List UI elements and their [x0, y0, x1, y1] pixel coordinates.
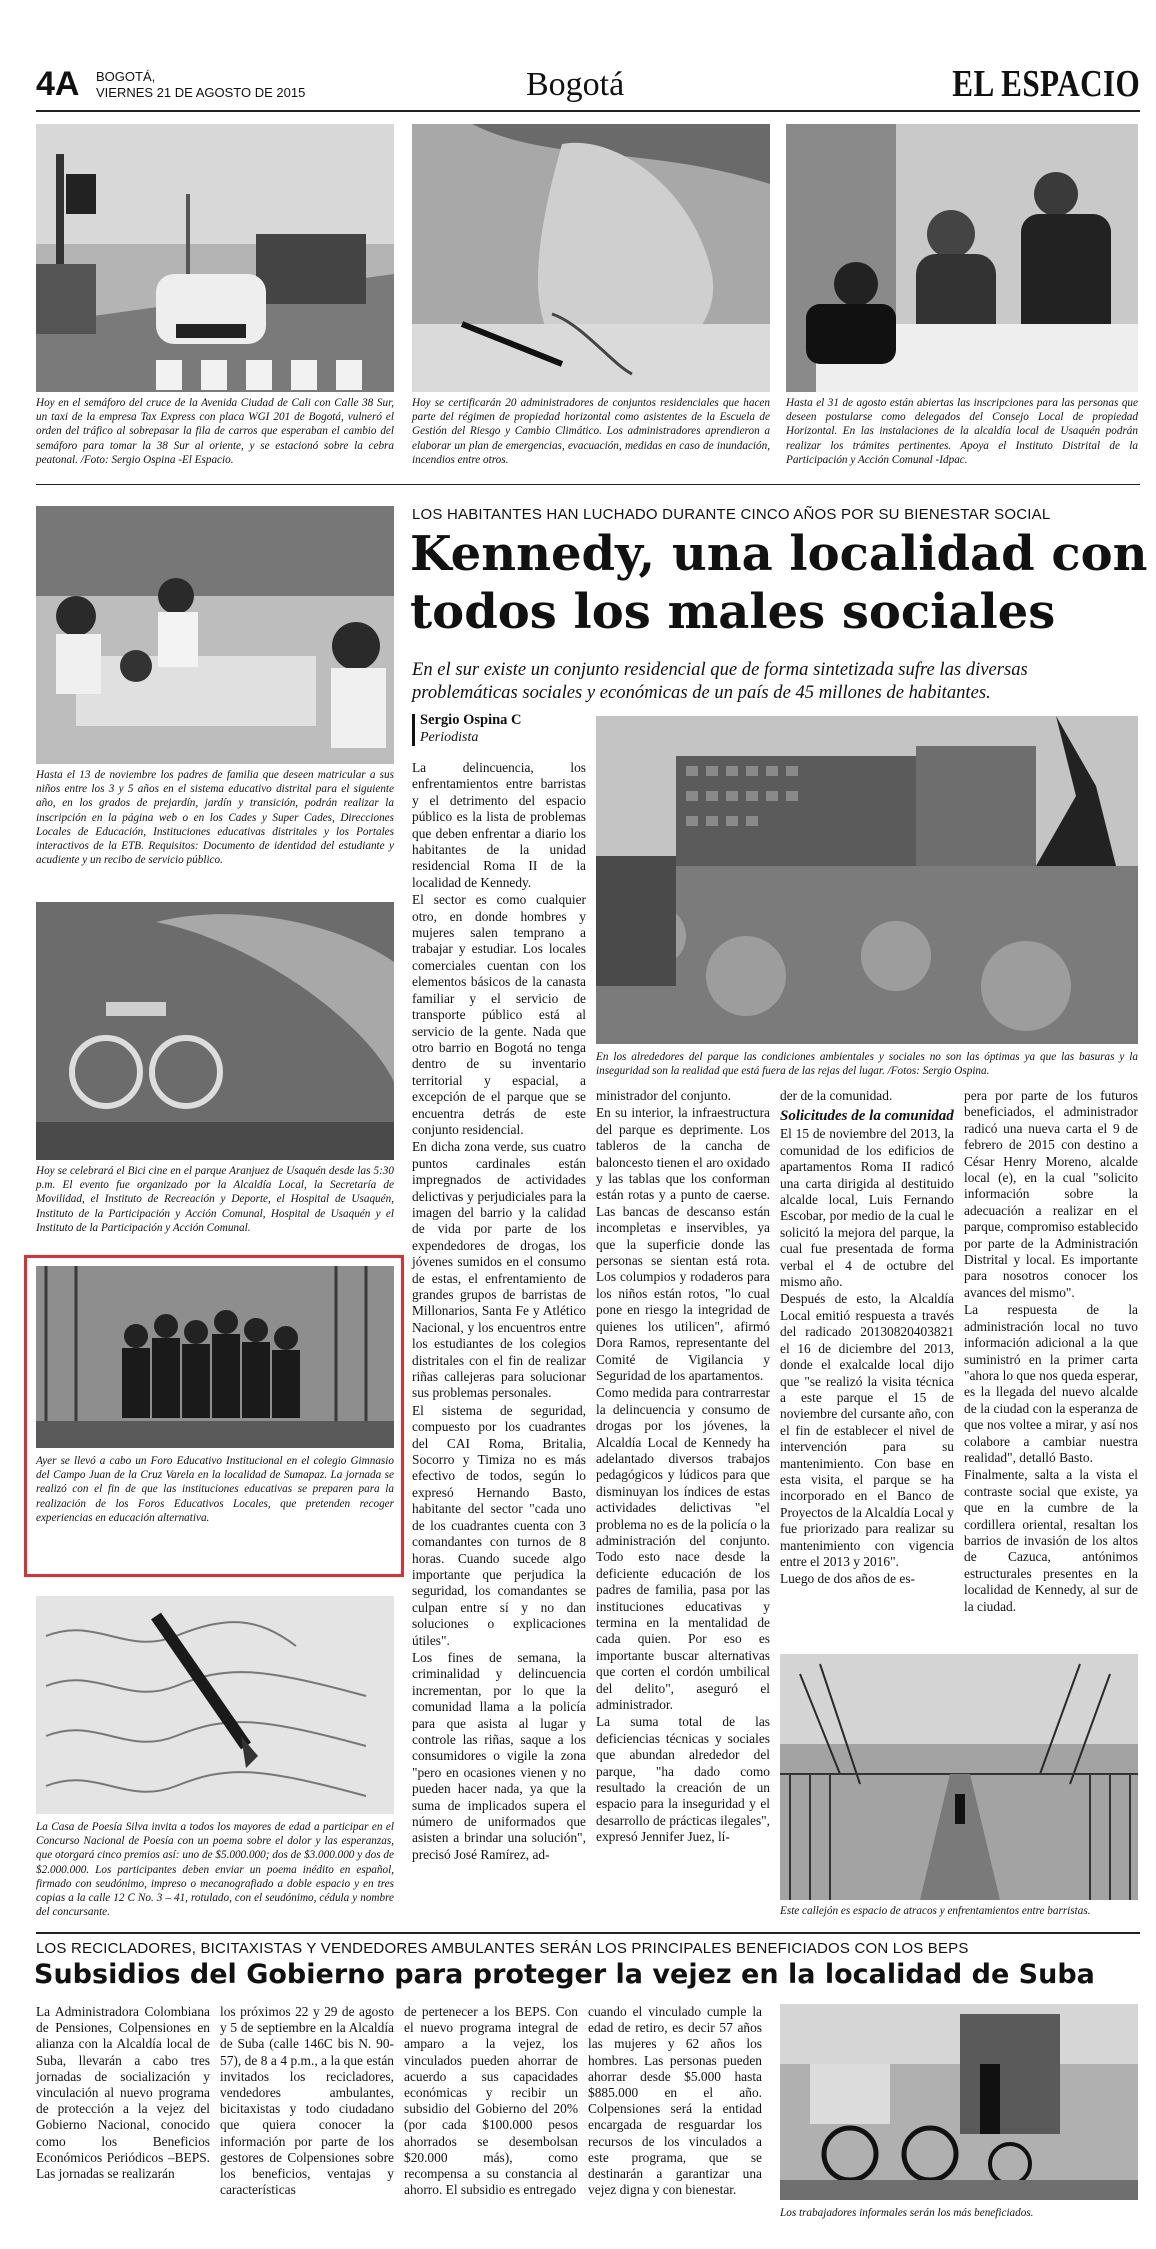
header-date: VIERNES 21 DE AGOSTO DE 2015 [96, 85, 306, 100]
photo-street-taxi [36, 124, 394, 392]
paragraph: der de la comunidad. [780, 1088, 893, 1103]
caption-poetry-contest: La Casa de Poesía Silva invita a todos los mayores de edad a participar en el Concurso Nacional de Poesía con un poema sobre el dolor y las esperanzas, que otorgará cinco premios así: uno de $5.000.000; dos de $3.000.000 y dos de $2.000.000. Los participantes deben enviar un poema inédito en español, firmado con seudónimo, impreso o mecanografiado a doble espacio y en tres copias a la calle 12 C No. 3 – 41, rotulado, con el seudónimo, cédula y nombre del concursante. [36, 1821, 394, 1919]
paragraph: Luego de dos años de es- [780, 1571, 915, 1587]
photo-alley [780, 1654, 1138, 1900]
photo-pen-handwriting [36, 1596, 394, 1814]
main-column-1 [412, 760, 586, 1920]
page-number: 4A [36, 65, 80, 103]
paragraph: Finalmente, salta a la vista el contraste social que existe, ya que en la cumbre de la cordillera oriental, resaltan los barrios de invasión de los altos de Cazuca, antónimos estructurales presentes en la localidad de Kennedy, al sur de la ciudad. [964, 1467, 1138, 1614]
caption-foro-educativo: Ayer se llevó a cabo un Foro Educativo Institucional en el colegio Gimnasio del Campo Juan de la Cruz Varela en la localidad de Sumapaz. La jornada se realizó con el fin de que las instituciones educativas se preparen para la realización de los Foros Educativos Locales, que pretenden recoger experiencias en educación alternativa. [36, 1455, 394, 1524]
paragraph: Los fines de semana, la criminalidad y delincuencia incrementan, por lo que la comunidad llama a la policía para que asista al lugar y controle las riñas, saque a los consumidores o vigile la zona "pero en ocasiones vienen y no pueden hacer nada, ya que la suma de implicados supera el número de uniformados que asisten a brindar una solución", precisó José Ramírez, ad- [412, 1649, 586, 1862]
paragraph: ministrador del conjunto. [596, 1088, 731, 1103]
caption-informal-workers: Los trabajadores informales serán los más beneficiados. [780, 2207, 1034, 2219]
main-column-2 [596, 1088, 770, 1920]
paragraph: los próximos 22 y 29 de agosto y 5 de septiembre en la Alcaldía de Suba (calle 146C bis N. 90-57), de 8 a 4 p.m., a la que están invitados los recicladores, vendedores ambulantes, bicitaxistas y todo ciudadano que quiera conocer la información por parte de los gestores de Colpensiones sobre los beneficios, ventajas y características [220, 2004, 394, 2198]
photo-students-group [36, 1266, 394, 1448]
main-deck: En el sur existe un conjunto residencial que de forma sintetizada sufre las diversas problemáticas sociales y económicas de un país de 45 millones de habitantes. [412, 659, 1028, 703]
page-header [36, 63, 1140, 108]
paragraph: El 15 de noviembre del 2013, la comunidad de los edificios de apartamentos Roma II radicó una carta dirigida al destituido alcalde local, Luis Fernando Escobar, por medio de la cual le solicitó la mejora del parque, la cual fue presentada de forma verbal el 4 de octubre del mismo año. [780, 1126, 954, 1290]
photo-children-classroom [36, 506, 394, 764]
caption-bici-cine: Hoy se celebrará el Bici cine en el parque Aranjuez de Usaquén desde las 5:30 p.m. El evento fue organizado por la Alcaldía Local, la Secretaría de Movilidad, el Instituto de Recreación y Deporte, el Hospital de Usaquén, Instituto de la Participación y Acción Comunal, Hospital de Usaquén y el Instituto de la Participación y Acción Comunal. [36, 1165, 394, 1234]
photo-informal-workers [780, 2004, 1138, 2200]
bottom-kicker: LOS RECICLADORES, BICITAXISTAS Y VENDEDORES AMBULANTES SERÁN LOS PRINCIPALES BENEFICIADOS CON LOS BEPS [36, 1940, 969, 1957]
photo-registration-desk [786, 124, 1138, 392]
paragraph: cuando el vinculado cumple la edad de retiro, es decir 57 años las mujeres y 62 años los hombres. Las personas pueden ahorrar desde $5.000 hasta $885.000 en el año. Colpensiones será la entidad encargada de resguardar los recursos de los vinculados a este programa, que se destinarán a garantizar una vejez digna y con bienestar. [588, 2004, 762, 2198]
header-rule [36, 110, 1140, 112]
bottom-column-3 [404, 2004, 578, 2199]
paragraph: En dicha zona verde, sus cuatro puntos cardinales están impregnados de actividades delictivas y perjudiciales para la imagen del barrio y la calidad de vida por parte de los expendedores de drogas, los jóvenes sumidos en el consumo de estas, el enfrentamiento de grandes grupos de barristas de Millonarios, Santa Fe y Atlético Nacional, y los encuentros entre los estudiantes de los colegios distritales con el fin de realizar riñas callejeras para solucionar sus problemas personales. [412, 1139, 586, 1401]
caption-street-taxi: Hoy en el semáforo del cruce de la Avenida Ciudad de Cali con Calle 38 Sur, un taxi de la empresa Tax Express con placa WGI 201 de Bogotá, vulneró el orden del tráfico al sobrepasar la fila de carros que esperaban el cambio del semáforo para tomar la 38 Sur al oriente, y se estacionó sobre la cebra peatonal. /Foto: Sergio Ospina -El Espacio. [36, 397, 394, 466]
main-column-4 [964, 1088, 1138, 1648]
caption-kennedy-park: En los alrededores del parque las condiciones ambientales y sociales no son las óptimas ya que las basuras y la inseguridad son la realidad que está fuera de las rejas del lugar. /Fotos: Sergio Ospina. [596, 1051, 1138, 1078]
caption-hand-writing: Hoy se certificarán 20 administradores de conjuntos residenciales que hacen parte del régimen de propiedad horizontal como asistentes de la Escuela de Gestión del Riesgo y Cambio Climático. Los administradores aprendieron a elaborar un plan de emergencias, evacuación, medidas en caso de inundación, incendios entre otros. [412, 397, 770, 466]
paragraph: La Administradora Colombiana de Pensiones, Colpensiones en alianza con la Alcaldía local de Suba, llevarán a cabo tres jornadas de socialización y vinculación al nuevo programa de protección a la vejez del Gobierno Nacional, conocido como los Beneficios Económicos Periódicos –BEPS. Las jornadas se realizarán [36, 2004, 210, 2182]
caption-preschool-enrollment: Hasta el 13 de noviembre los padres de familia que deseen matricular a sus niños entre los 3 y 5 años en el sistema educativo distrital para el siguiente año, en los grados de prejardín, jardín y transición, podrán realizar la inscripción en la página web o en los Cades y Super Cades, Direcciones Locales de Educación, Instituciones educativas distritales y los Portales interactivos de la ETB. Requisitos: Documento de identidad del estudiante y acudiente y un recibo de servicio público. [36, 769, 394, 867]
bottom-column-2 [220, 2004, 394, 2199]
section-title: Bogotá [526, 66, 625, 103]
paragraph: La delincuencia, los enfrentamientos entre barristas y el detrimento del espacio público es la lista de problemas que deben enfrentar a diario los habitantes de la unidad residencial Roma II de la localidad de Kennedy. [412, 760, 586, 890]
byline-name: Sergio Ospina C [420, 712, 522, 728]
photo-hand-writing [412, 124, 770, 392]
photo-kennedy-park [596, 716, 1138, 1044]
byline-bar [412, 714, 415, 746]
paragraph: Después de esto, la Alcaldía Local emitió respuesta a través del radicado 20130820403821 el 16 de diciembre del 2013, donde el exalcalde local dijo que "se realizó la visita técnica a este parque el 15 de noviembre del cursante año, con el fin de establecer el nivel de intervención para su mantenimiento. Con base en esta visita, el parque se ha incorporado en el Banco de Proyectos de la Alcaldía Local y fue priorizado para realizar su mantenimiento con vigencia entre el 2013 y 2016". [780, 1291, 954, 1569]
top-section-rule [36, 484, 1140, 485]
caption-alley: Este callejón es espacio de atracos y enfrentamientos entre barristas. [780, 1905, 1091, 1917]
paragraph: En su interior, la infraestructura del parque es deprimente. Los tableros de la cancha de baloncesto tienen el aro oxidado y las tablas que los conforman están rotas y a punto de caerse. Las bancas de descanso están incompletas e inservibles, ya que la superficie donde las personas se sientan está rota. Los columpios y rodaderos para los niños están rotos, "lo cual pone en riesgo la integridad de quienes los utilicen", afirmó Dora Ramos, representante del Comité de Vigilancia y Seguridad de los apartamentos. [596, 1105, 770, 1383]
paragraph: La suma total de las deficiencias técnicas y sociales que abundan alrededor del parque, "ha dado como resultado la creación de un espacio para la inseguridad y el desarrollo de prácticas ilegales", expresó Jennifer Juez, lí- [596, 1714, 770, 1845]
paragraph: pera por parte de los futuros beneficiados, el administrador radicó una nueva carta el 9 de febrero de 2015 con destino a César Henry Moreno, alcalde local (e), en la cual "solicito información sobre la adecuación a realizar en el parque, compromiso establecido por parte de la Administración Distrital y local. Es importante para nosotros conocer los avances del mismo". [964, 1088, 1138, 1300]
paragraph: La respuesta de la administración local no tuvo información adicional a la que suministró en la primer carta "ahora lo que nos queda esperar, es la llegada del nuevo alcalde de la ciudad con la esperanza de que nos voltee a mirar, y así nos colabore a cambiar nuestra realidad", detalló Basto. [964, 1302, 1138, 1465]
main-kicker: LOS HABITANTES HAN LUCHADO DURANTE CINCO AÑOS POR SU BIENESTAR SOCIAL [412, 506, 1051, 523]
caption-registration: Hasta el 31 de agosto están abiertas las inscripciones para las personas que deseen postularse como delegados del Consejo Local de propiedad Horizontal. En las instalaciones de la alcaldía local de Usaquén podrán realizar los trámites pertinentes. Apoya el Instituto Distrital de la Participación y Acción Comunal -Idpac. [786, 397, 1138, 466]
bottom-headline: Subsidios del Gobierno para proteger la vejez en la localidad de Suba [34, 1959, 1095, 1990]
bottom-section-rule [36, 1932, 1140, 1934]
bottom-column-4 [588, 2004, 762, 2199]
header-city: BOGOTÁ, [96, 69, 156, 84]
photo-bici-cine [36, 902, 394, 1160]
paragraph: de pertenecer a los BEPS. Con el nuevo programa integral de amparo a la vejez, los vinculados pueden ahorrar de acuerdo a sus capacidades económicas y recibir un subsidio del Gobierno del 20% (por cada $100.000 pesos ahorrados se desembolsan $20.000 más), como recompensa a su constancia al ahorro. El subsidio es entregado [404, 2004, 578, 2198]
bottom-column-1 [36, 2004, 210, 2183]
paragraph: Como medida para contrarrestar la delincuencia y consumo de drogas por los jóvenes, la Alcaldía Local de Kennedy ha adelantado diversos trabajos pedagógicos y lúdicos para que disminuyan los índices de estas actividades delictivas "el problema no es de la policía o la administración del conjunto. Todo esto nace desde la deficiente educación de los padres de familia, pasa por las instituciones educativas y termina en la mentalidad de cada quien. Por eso es importante buscar alternativas que corten el cordón umbilical del delito", aseguró el administrador. [596, 1385, 770, 1713]
main-headline-line2: todos los males sociales [410, 584, 1056, 640]
main-column-3 [780, 1088, 954, 1648]
byline-role: Periodista [420, 730, 479, 745]
main-headline-line1: Kennedy, una localidad con [410, 526, 1148, 582]
paragraph: El sector es como cualquier otro, en donde hombres y mujeres salen temprano a trabajar y estudiar. Los locales comerciales cuentan con los elementos básicos de la canasta familiar y el servicio de transporte público está al servicio de la gente. Nada que otro barrio en Bogotá no tenga dentro de su inventario territorial y espacial, a excepción de el parque que se encuentra detrás de este conjunto residencial. [412, 892, 586, 1137]
masthead: EL ESPACIO [952, 63, 1140, 105]
paragraph: El sistema de seguridad, compuesto por los cuadrantes del CAI Roma, Britalia, Socorro y Timiza no es más efectivo de todos, según lo expresó Hernando Basto, habitante del sector "cada uno de los cuadrantes cuenta con 3 comandantes con turnos de 8 horas. Cuando sucede algo importante que perjudica la seguridad, los comandantes se culpan entre sí y no dan soluciones o explicaciones útiles". [412, 1402, 586, 1648]
subheading: Solicitudes de la comunidad [780, 1108, 954, 1125]
